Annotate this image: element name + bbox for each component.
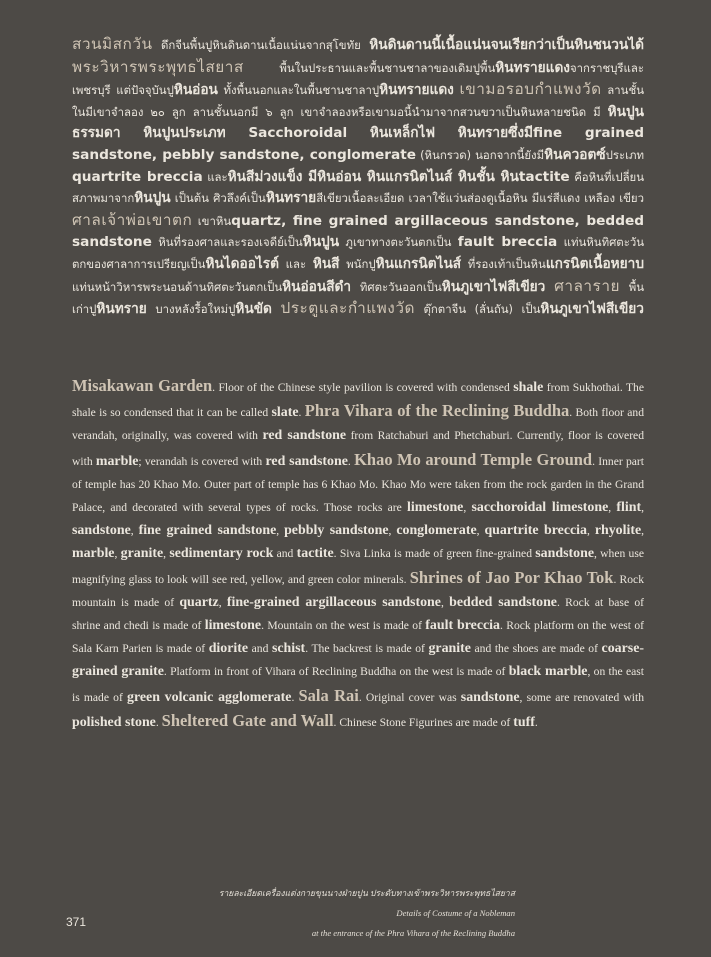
rock-term: rhyolite (594, 523, 642, 539)
text-run: and (273, 547, 297, 561)
text-run: and the shoes are made of (470, 642, 602, 656)
rock-term: หินอ่อนสีดำ (282, 278, 352, 295)
text-run: , some are renovated with (519, 690, 645, 704)
rock-term: แกรนิตเนื้อหยาบ (545, 255, 645, 272)
rock-term: sandstone (535, 546, 595, 562)
text-run: , (218, 595, 227, 609)
text-run: . Inner part of temple has 20 Khao Mo. Outer part of temple has 6 Khao Mo. Khao Mo were taken from the rock garden in the Grand Palace, and decorated with several types of rocks. Those rocks are (72, 454, 645, 515)
text-run: พื้นในประธานและพื้นชานชาลาของเดิมปูพื้น (243, 60, 496, 75)
rock-term: sandstone (72, 523, 131, 539)
rock-term: sedimentary rock (169, 546, 274, 562)
rock-term: conglomerate (396, 523, 477, 539)
rock-term: limestone (204, 618, 262, 634)
rock-term: fine grained sandstone (138, 523, 277, 539)
text-run: . (155, 715, 162, 729)
text-run: , on the east is made of (72, 665, 644, 704)
text-run: , when use magnifying glass to look will see red, yellow, and green color minerals. (72, 547, 645, 586)
section-heading: ประตูและกำแพงวัด (280, 299, 415, 318)
text-run: . (347, 454, 355, 468)
text-run: จากราชบุรีและเพชรบุรี แต่ปัจจุบันปู (72, 60, 644, 98)
text-run: . Rock at base of shrine and chedi is made of (72, 595, 645, 633)
text-run: คือหินที่เปลี่ยนสภาพมาจาก (72, 169, 645, 206)
text-run: from Sukhothai. The shale is so condensed that it can be called (72, 381, 644, 420)
rock-term: marble (95, 453, 139, 469)
rock-term: quartz (179, 594, 219, 610)
text-run: , (440, 595, 450, 609)
text-run: พนักปู (339, 256, 376, 271)
section-heading: Sala Rai (298, 685, 359, 705)
rock-term: schist (271, 641, 306, 657)
rock-term: sandstone (460, 689, 520, 705)
rock-term: หินปูนธรรมดา หินปูนประเภท Sacchoroidal หินเหล็กไฟ หินทรายซึ่งมีfine grained sandstone, pebbly sandstone, conglomerate (72, 103, 644, 163)
thai-paragraph (72, 34, 644, 321)
text-run: , (641, 524, 645, 538)
rock-term: slate (271, 405, 299, 421)
rock-term: หินขัด (235, 301, 272, 318)
text-run: แท่นหน้าวิหารพระนอนด้านทิศตะวันตกเป็น (72, 279, 283, 294)
text-run: . The backrest is made of (305, 642, 429, 656)
text-run: . Rock mountain is made of (72, 572, 644, 609)
text-run: . Both floor and verandah, originally, was covered with (72, 406, 645, 443)
photo-caption (115, 884, 515, 943)
text-run: และ (202, 169, 228, 184)
text-run: ตุ๊กตาจีน (ลั่นถัน) เป็น (414, 302, 541, 317)
text-run: , (163, 547, 170, 561)
rock-term: fault breccia (425, 618, 500, 634)
text-run: บางหลังรื้อใหม่ปู (146, 302, 236, 317)
text-run: . Mountain on the west is made of (261, 619, 426, 633)
rock-term: tactite (296, 546, 334, 562)
caption-line-1: Details of Costume of a Nobleman (396, 907, 515, 918)
text-run: หินที่รองศาลและรองเจดีย์เป็น (151, 235, 303, 250)
rock-term: quartz, fine grained argillaceous sandstone, bedded sandstone (72, 212, 645, 251)
text-run: , (114, 547, 121, 561)
rock-term: marble (72, 546, 115, 562)
rock-term: หินแกรนิตไนส์ (375, 255, 462, 272)
text-run: แท่นหินทิศตะวันตกของศาลาการเปรียญเป็น (72, 235, 645, 271)
text-run: ดึกจีนพื้นปูหินดินดานเนื้อแน่นจากสุโขทัย (152, 38, 370, 52)
rock-term: หินทราย (265, 190, 317, 207)
text-run: . Platform in front of Vihara of Reclining Buddha on the west is made of (163, 665, 509, 679)
section-heading: สวนมิสกวัน (72, 35, 153, 53)
text-run (545, 280, 554, 294)
text-run: เขาหิน (192, 213, 232, 228)
text-run: and (248, 642, 272, 656)
rock-term: fault breccia (457, 234, 558, 251)
section-heading: Sheltered Gate and Wall (161, 710, 334, 730)
section-heading: Shrines of Jao Por Khao Tok (409, 567, 614, 587)
text-run: ประเภท (605, 147, 644, 162)
text-run: , (476, 524, 485, 538)
text-run: . Floor of the Chinese style pavilion is covered with condensed (212, 381, 514, 394)
rock-term: หินควอตซ์ (544, 146, 606, 163)
text-run: ทิศตะวันออกเป็น (351, 279, 442, 294)
rock-term: black marble (508, 664, 588, 680)
text-run: . Rock platform on the west of Sala Karn Parien is made of (72, 619, 644, 656)
rock-term: granite (428, 641, 471, 657)
page-number: 371 (66, 915, 87, 929)
rock-term: หินสีม่วงแข็ง มีหินอ่อน หินแกรนิตไนส์ หินชั้น หินtactite (227, 168, 570, 185)
rock-term: หินปูน (302, 234, 340, 251)
text-run: . (298, 406, 305, 420)
text-run: . Original cover was (358, 690, 461, 704)
rock-term: quartrite breccia (72, 168, 203, 185)
text-run: ที่รองเท้าเป็นหิน (461, 256, 546, 271)
text-run: พื้นเก่าปู (72, 279, 645, 317)
text-run: . (291, 690, 299, 704)
rock-term: flint (616, 500, 642, 516)
rock-term: sacchoroidal limestone (471, 500, 609, 516)
caption-line-2: at the entrance of the Phra Vihara of the Reclining Buddha (311, 927, 515, 938)
rock-term: หินปูน (134, 190, 171, 207)
text-run: , (388, 524, 397, 538)
rock-term: หินไดออไรต์ (205, 255, 279, 272)
section-heading: ศาลเจ้าพ่อเขาตก (72, 210, 193, 229)
section-heading: Khao Mo around Temple Ground (354, 449, 593, 469)
text-run: , (276, 524, 285, 538)
rock-term: diorite (208, 641, 249, 657)
rock-term: quartrite breccia (484, 523, 587, 539)
rock-term: หินทรายแดง (379, 82, 454, 99)
rock-term: polished stone (72, 714, 156, 730)
text-run: เป็นต้น ศิวลึงค์เป็น (170, 191, 266, 206)
text-run: . (534, 715, 538, 729)
rock-term: green volcanic agglomerate (126, 689, 292, 705)
text-run: ; verandah is covered with (138, 454, 266, 468)
rock-term: red sandstone (265, 453, 348, 469)
text-run: (หินกรวด) นอกจากนี้ยังมี (416, 147, 545, 162)
rock-term: fine-grained argillaceous sandstone (226, 594, 441, 610)
caption-thai: รายละเอียดเครื่องแต่งกายขุนนางฝ่ายปูน ประดับทางเข้าพระวิหารพระพุทธไสยาส (218, 888, 515, 898)
rock-term: granite (120, 546, 164, 562)
rock-term: shale (513, 380, 544, 395)
section-heading: Misakawan Garden (72, 376, 213, 395)
text-run: , (641, 501, 645, 515)
rock-term: หินอ่อน (173, 82, 218, 99)
rock-term: red sandstone (262, 428, 347, 444)
rock-term: หินทราย (96, 301, 147, 318)
section-heading: พระวิหารพระพุทธไสยาส (72, 57, 244, 76)
english-paragraph (72, 374, 644, 734)
section-heading: ศาลาราย (554, 276, 620, 295)
rock-term: หินทรายแดง (495, 59, 570, 76)
text-run: , (463, 501, 472, 515)
rock-term: coarse-grained granite (72, 641, 644, 680)
rock-term: tuff (513, 714, 535, 730)
text-run: และ (279, 256, 313, 271)
text-run: . Siva Linka is made of green fine-grained (333, 547, 536, 561)
rock-term: limestone (406, 500, 464, 516)
text-run: สีเขียวเนื้อละเอียด เวลาใช้แว่นส่องดูเนื้อหิน มีแร่สีแดง เหลือง เขียว (316, 191, 644, 206)
text-run: . Chinese Stone Figurines are made of (333, 715, 514, 729)
text-run: , (130, 524, 139, 538)
rock-term: หินดินดานนี้เนื้อแน่นจนเรียกว่าเป็นหินชนวนได้ (369, 37, 644, 53)
section-heading: เขามอรอบกำแพงวัด (459, 80, 602, 99)
rock-term: bedded sandstone (449, 594, 557, 610)
rock-term: หินภูเขาไฟสีเขียว (540, 301, 644, 318)
text-run: , (608, 501, 617, 515)
section-heading: Phra Vihara of the Reclining Buddha (304, 401, 570, 421)
rock-term: หินภูเขาไฟสีเขียว (441, 278, 546, 295)
rock-term: หินสี (312, 255, 340, 272)
text-run: ภูเขาทางตะวันตกเป็น (339, 235, 458, 250)
text-run: ลานชั้นในมีเขาจำลอง ๒๐ ลูก ลานชั้นนอกมี ๖ ลูก เขาจำลองหรือเขามอนี้นำมาจากสวนขวาเป็นหินหลายชนิด มี (72, 83, 644, 119)
rock-term: pebbly sandstone (284, 523, 389, 539)
text-run: , (587, 524, 595, 538)
text-run: from Ratchaburi and Phetchaburi. Currently, floor is covered with (72, 429, 645, 468)
text-run: ทั้งพื้นนอกและในพื้นชานชาลาปู (217, 83, 380, 98)
